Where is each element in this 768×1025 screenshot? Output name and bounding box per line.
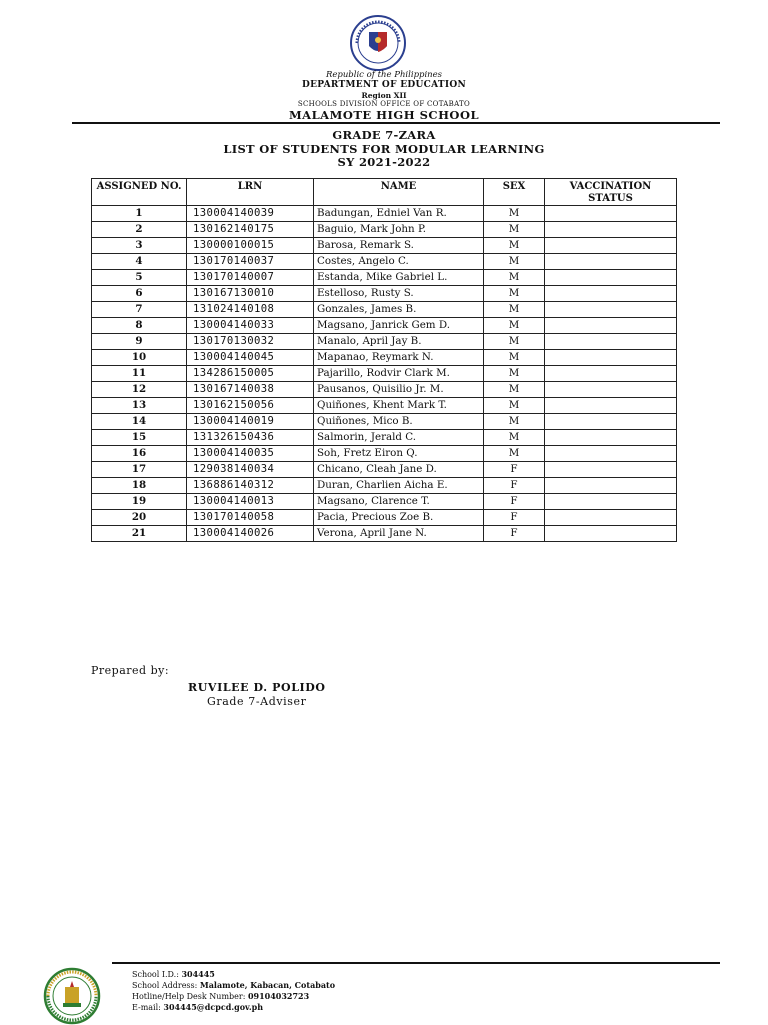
table-row bbox=[92, 254, 677, 270]
vaccination-status-cell bbox=[545, 510, 677, 526]
assigned-no-cell: 8 bbox=[92, 318, 187, 334]
school-id-line bbox=[132, 969, 335, 980]
school-address-line bbox=[132, 980, 335, 991]
header-lrn: LRN bbox=[187, 179, 314, 206]
sex-cell: M bbox=[484, 318, 545, 334]
assigned-no-cell: 2 bbox=[92, 222, 187, 238]
name-cell: Duran, Charlien Aicha E. bbox=[314, 478, 484, 494]
table-row bbox=[92, 526, 677, 542]
name-cell: Quiñones, Mico B. bbox=[314, 414, 484, 430]
email-label: E-mail: bbox=[132, 1003, 161, 1012]
assigned-no-cell: 12 bbox=[92, 382, 187, 398]
sex-cell: M bbox=[484, 366, 545, 382]
table-row bbox=[92, 302, 677, 318]
sex-cell: M bbox=[484, 414, 545, 430]
assigned-no-cell: 5 bbox=[92, 270, 187, 286]
table-row bbox=[92, 414, 677, 430]
student-rows bbox=[92, 206, 677, 542]
sex-cell: F bbox=[484, 494, 545, 510]
vaccination-status-cell bbox=[545, 334, 677, 350]
assigned-no-cell: 18 bbox=[92, 478, 187, 494]
table-row bbox=[92, 350, 677, 366]
name-cell: Costes, Angelo C. bbox=[314, 254, 484, 270]
grade-section-title: GRADE 7-ZARA bbox=[332, 128, 436, 142]
header-vaccination-status: VACCINATION STATUS bbox=[545, 179, 677, 206]
name-cell: Estanda, Mike Gabriel L. bbox=[314, 270, 484, 286]
name-cell: Gonzales, James B. bbox=[314, 302, 484, 318]
lrn-cell: 130004140035 bbox=[187, 446, 314, 462]
sex-cell: M bbox=[484, 286, 545, 302]
vaccination-status-cell bbox=[545, 494, 677, 510]
header-divider bbox=[72, 122, 720, 124]
lrn-cell: 130170130032 bbox=[187, 334, 314, 350]
lrn-cell: 130004140045 bbox=[187, 350, 314, 366]
email-line bbox=[132, 1002, 335, 1013]
vaccination-status-cell bbox=[545, 382, 677, 398]
hotline-value: 09104032723 bbox=[247, 991, 310, 1001]
table-row bbox=[92, 478, 677, 494]
name-cell: Quiñones, Khent Mark T. bbox=[314, 398, 484, 414]
sex-cell: M bbox=[484, 430, 545, 446]
sex-cell: M bbox=[484, 446, 545, 462]
email-value: 304445@dcpcd.gov.ph bbox=[163, 1002, 264, 1012]
header-name: NAME bbox=[314, 179, 484, 206]
lrn-cell: 130167130010 bbox=[187, 286, 314, 302]
name-cell: Baguio, Mark John P. bbox=[314, 222, 484, 238]
name-cell: Soh, Fretz Eiron Q. bbox=[314, 446, 484, 462]
lrn-cell: 130004140033 bbox=[187, 318, 314, 334]
table-row bbox=[92, 270, 677, 286]
assigned-no-cell: 15 bbox=[92, 430, 187, 446]
division-name: SCHOOLS DIVISION OFFICE OF COTABATO bbox=[297, 100, 471, 108]
vaccination-status-cell bbox=[545, 206, 677, 222]
vaccination-status-cell bbox=[545, 286, 677, 302]
vaccination-status-cell bbox=[545, 462, 677, 478]
lrn-cell: 130170140037 bbox=[187, 254, 314, 270]
sex-cell: M bbox=[484, 302, 545, 318]
footer-divider bbox=[112, 962, 720, 964]
lrn-cell: 130000100015 bbox=[187, 238, 314, 254]
assigned-no-cell: 21 bbox=[92, 526, 187, 542]
vaccination-status-cell bbox=[545, 526, 677, 542]
assigned-no-cell: 10 bbox=[92, 350, 187, 366]
vaccination-status-cell bbox=[545, 366, 677, 382]
vaccination-status-cell bbox=[545, 270, 677, 286]
department-name: DEPARTMENT OF EDUCATION bbox=[301, 80, 467, 90]
table-header-row bbox=[92, 179, 677, 206]
sex-cell: F bbox=[484, 462, 545, 478]
sex-cell: F bbox=[484, 526, 545, 542]
vaccination-status-cell bbox=[545, 302, 677, 318]
table-row bbox=[92, 494, 677, 510]
prepared-by-label: Prepared by: bbox=[91, 664, 170, 677]
school-year-title: SY 2021-2022 bbox=[337, 155, 431, 169]
hotline-label: Hotline/Help Desk Number: bbox=[132, 992, 246, 1001]
lrn-cell: 130004140019 bbox=[187, 414, 314, 430]
lrn-cell: 131326150436 bbox=[187, 430, 314, 446]
name-cell: Manalo, April Jay B. bbox=[314, 334, 484, 350]
sex-cell: F bbox=[484, 510, 545, 526]
vaccination-status-cell bbox=[545, 446, 677, 462]
lrn-cell: 130162150056 bbox=[187, 398, 314, 414]
name-cell: Badungan, Edniel Van R. bbox=[314, 206, 484, 222]
hotline-line bbox=[132, 991, 335, 1002]
table-row bbox=[92, 430, 677, 446]
vaccination-status-cell bbox=[545, 478, 677, 494]
preparer-position: Grade 7-Adviser bbox=[207, 695, 307, 708]
table-row bbox=[92, 334, 677, 350]
sex-cell: M bbox=[484, 206, 545, 222]
table-row bbox=[92, 222, 677, 238]
name-cell: Pajarillo, Rodvir Clark M. bbox=[314, 366, 484, 382]
deped-seal-icon bbox=[349, 14, 407, 72]
name-cell: Magsano, Clarence T. bbox=[314, 494, 484, 510]
table-row bbox=[92, 398, 677, 414]
table-row bbox=[92, 366, 677, 382]
lrn-cell: 130167140038 bbox=[187, 382, 314, 398]
sex-cell: M bbox=[484, 334, 545, 350]
school-id-value: 304445 bbox=[181, 969, 215, 979]
name-cell: Salmorin, Jerald C. bbox=[314, 430, 484, 446]
lrn-cell: 130004140026 bbox=[187, 526, 314, 542]
preparer-name: RUVILEE D. POLIDO bbox=[188, 681, 326, 694]
lrn-cell: 131024140108 bbox=[187, 302, 314, 318]
sex-cell: M bbox=[484, 254, 545, 270]
sex-cell: M bbox=[484, 350, 545, 366]
assigned-no-cell: 1 bbox=[92, 206, 187, 222]
name-cell: Pacia, Precious Zoe B. bbox=[314, 510, 484, 526]
assigned-no-cell: 6 bbox=[92, 286, 187, 302]
vaccination-status-cell bbox=[545, 222, 677, 238]
school-contact-info bbox=[132, 969, 335, 1013]
table-row bbox=[92, 206, 677, 222]
assigned-no-cell: 3 bbox=[92, 238, 187, 254]
region-name: Region XII bbox=[361, 91, 407, 100]
lrn-cell: 130162140175 bbox=[187, 222, 314, 238]
vaccination-status-cell bbox=[545, 350, 677, 366]
assigned-no-cell: 9 bbox=[92, 334, 187, 350]
table-row bbox=[92, 238, 677, 254]
list-title: LIST OF STUDENTS FOR MODULAR LEARNING bbox=[223, 142, 545, 156]
lrn-cell: 129038140034 bbox=[187, 462, 314, 478]
vaccination-status-cell bbox=[545, 430, 677, 446]
sex-cell: F bbox=[484, 478, 545, 494]
sex-cell: M bbox=[484, 222, 545, 238]
assigned-no-cell: 7 bbox=[92, 302, 187, 318]
lrn-cell: 130004140013 bbox=[187, 494, 314, 510]
lrn-cell: 130170140058 bbox=[187, 510, 314, 526]
name-cell: Estelloso, Rusty S. bbox=[314, 286, 484, 302]
name-cell: Verona, April Jane N. bbox=[314, 526, 484, 542]
school-id-label: School I.D.: bbox=[132, 970, 179, 979]
assigned-no-cell: 11 bbox=[92, 366, 187, 382]
name-cell: Pausanos, Quisilio Jr. M. bbox=[314, 382, 484, 398]
sex-cell: M bbox=[484, 270, 545, 286]
assigned-no-cell: 20 bbox=[92, 510, 187, 526]
assigned-no-cell: 4 bbox=[92, 254, 187, 270]
header-sex: SEX bbox=[484, 179, 545, 206]
table-row bbox=[92, 286, 677, 302]
header-assigned-no: ASSIGNED NO. bbox=[92, 179, 187, 206]
sex-cell: M bbox=[484, 382, 545, 398]
lrn-cell: 130170140007 bbox=[187, 270, 314, 286]
student-list-table bbox=[91, 178, 677, 542]
assigned-no-cell: 17 bbox=[92, 462, 187, 478]
table-row bbox=[92, 446, 677, 462]
school-address-value: Malamote, Kabacan, Cotabato bbox=[199, 980, 336, 990]
name-cell: Chicano, Cleah Jane D. bbox=[314, 462, 484, 478]
vaccination-status-cell bbox=[545, 318, 677, 334]
assigned-no-cell: 13 bbox=[92, 398, 187, 414]
lrn-cell: 134286150005 bbox=[187, 366, 314, 382]
republic-line: Republic of the Philippines bbox=[325, 70, 443, 80]
vaccination-status-cell bbox=[545, 398, 677, 414]
assigned-no-cell: 14 bbox=[92, 414, 187, 430]
lrn-cell: 130004140039 bbox=[187, 206, 314, 222]
school-address-label: School Address: bbox=[132, 981, 198, 990]
vaccination-status-cell bbox=[545, 238, 677, 254]
assigned-no-cell: 16 bbox=[92, 446, 187, 462]
school-name: MALAMOTE HIGH SCHOOL bbox=[288, 108, 480, 122]
assigned-no-cell: 19 bbox=[92, 494, 187, 510]
vaccination-status-cell bbox=[545, 414, 677, 430]
table-row bbox=[92, 382, 677, 398]
school-logo-icon bbox=[43, 967, 101, 1025]
sex-cell: M bbox=[484, 398, 545, 414]
table-row bbox=[92, 318, 677, 334]
vaccination-status-cell bbox=[545, 254, 677, 270]
sex-cell: M bbox=[484, 238, 545, 254]
table-row bbox=[92, 510, 677, 526]
lrn-cell: 136886140312 bbox=[187, 478, 314, 494]
name-cell: Magsano, Janrick Gem D. bbox=[314, 318, 484, 334]
table-row bbox=[92, 462, 677, 478]
name-cell: Mapanao, Reymark N. bbox=[314, 350, 484, 366]
name-cell: Barosa, Remark S. bbox=[314, 238, 484, 254]
